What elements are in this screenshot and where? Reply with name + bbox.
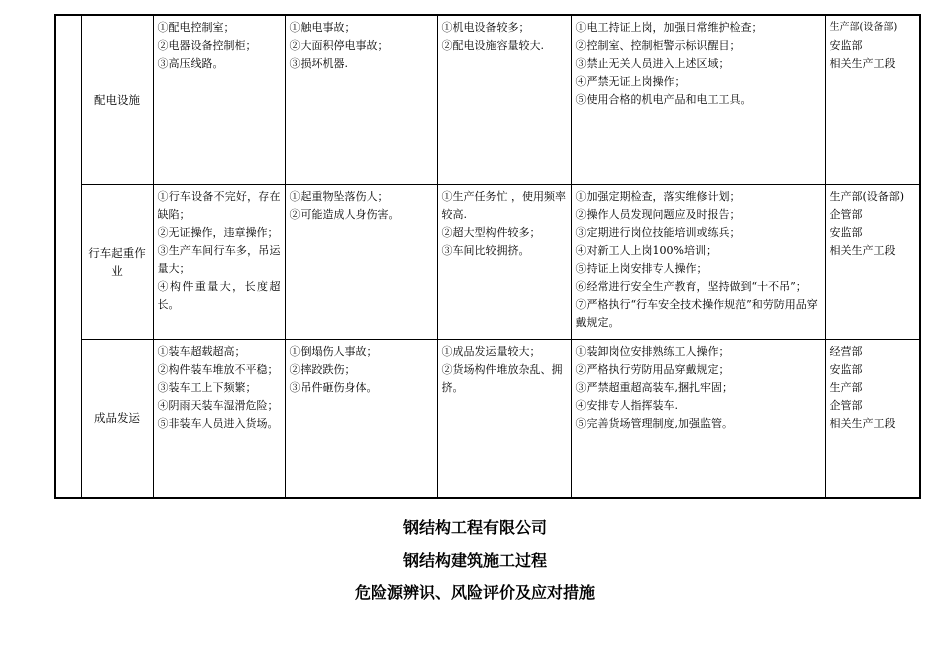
possible-accident-cell bbox=[285, 339, 437, 498]
list-item: ①起重物坠落伤人； bbox=[289, 189, 389, 203]
list-item: ①电工持证上岗，加强日常维护检查； bbox=[575, 21, 763, 34]
risk-assessment-table bbox=[54, 14, 921, 499]
list-item: 经营部 bbox=[829, 344, 863, 358]
list-item: ②摔跤跌伤； bbox=[289, 362, 356, 376]
control-measure-cell bbox=[571, 184, 825, 339]
list-item: ⑤持证上岗安排专人操作； bbox=[575, 261, 708, 275]
list-item: ④构件重量大，长度超长。 bbox=[157, 279, 281, 311]
list-item: 相关生产工段 bbox=[829, 416, 896, 430]
index-column bbox=[55, 15, 81, 498]
responsible-department-cell bbox=[825, 15, 920, 184]
table-row bbox=[55, 184, 920, 339]
list-item: ①生产任务忙 ，使用频率较高. bbox=[441, 189, 566, 221]
activity-label: 配电设施 bbox=[94, 92, 140, 107]
responsible-department-cell bbox=[825, 339, 920, 498]
list-item: ①装卸岗位安排熟练工人操作； bbox=[575, 344, 730, 358]
risk-factor-cell bbox=[437, 15, 571, 184]
hazard-source-cell bbox=[153, 184, 285, 339]
list-item: ⑤非装车人员进入货场。 bbox=[157, 416, 279, 430]
list-item: ④对新工人上岗100%培训； bbox=[575, 243, 717, 257]
list-item: 生产部(设备部) bbox=[829, 22, 898, 33]
list-item: ②无证操作，违章操作； bbox=[157, 225, 279, 239]
list-item: ①加强定期检查，落实维修计划； bbox=[575, 189, 741, 203]
activity-label: 成品发运 bbox=[94, 411, 140, 426]
list-item: ②构件装车堆放不平稳； bbox=[157, 362, 279, 376]
list-item: ①机电设备较多； bbox=[441, 21, 530, 34]
list-item: ⑦严格执行“行车安全技术操作规范”和劳防用品穿戴规定。 bbox=[575, 297, 818, 329]
list-item: ①配电控制室； bbox=[157, 21, 235, 34]
subject-title: 危险源辨识、风险评价及应对措施 bbox=[354, 583, 595, 602]
list-item: ①行车设备不完好，存在缺陷； bbox=[157, 189, 281, 221]
table-row bbox=[55, 15, 920, 184]
list-item: ③定期进行岗位技能培训或练兵； bbox=[575, 225, 741, 239]
list-item: ④安排专人指挥装车. bbox=[575, 398, 678, 412]
hazard-source-cell bbox=[153, 339, 285, 498]
list-item: 企管部 bbox=[829, 207, 863, 221]
list-item: ②大面积停电事故； bbox=[289, 39, 389, 52]
list-item: ③严禁超重超高装车,捆扎牢固； bbox=[575, 380, 733, 394]
list-item: ①倒塌伤人事故； bbox=[289, 344, 378, 358]
list-item: ③禁止无关人员进入上述区域； bbox=[575, 57, 730, 70]
list-item: ⑥经常进行安全生产教育，坚持做到“十不吊”； bbox=[575, 279, 807, 293]
possible-accident-cell bbox=[285, 184, 437, 339]
risk-factor-cell bbox=[437, 184, 571, 339]
list-item: ③高压线路。 bbox=[157, 57, 224, 70]
list-item: ③损坏机器. bbox=[289, 57, 348, 70]
list-item: ⑤完善货场管理制度,加强监管。 bbox=[575, 416, 733, 430]
responsible-department-cell bbox=[825, 184, 920, 339]
project-title: 钢结构建筑施工过程 bbox=[402, 551, 547, 570]
list-item: ①触电事故； bbox=[289, 21, 356, 34]
activity-cell bbox=[81, 184, 153, 339]
control-measure-cell bbox=[571, 15, 825, 184]
list-item: ②严格执行劳防用品穿戴规定； bbox=[575, 362, 730, 376]
list-item: ③生产车间行车多，吊运量大； bbox=[157, 243, 281, 275]
hazard-source-cell bbox=[153, 15, 285, 184]
list-item: 安监部 bbox=[829, 225, 863, 239]
list-item: ②电器设备控制柜； bbox=[157, 39, 257, 52]
list-item: ②货场构件堆放杂乱、拥挤。 bbox=[441, 362, 563, 394]
list-item: ①装车超载超高； bbox=[157, 344, 246, 358]
list-item: 生产部(设备部) bbox=[829, 189, 905, 203]
list-item: 相关生产工段 bbox=[829, 57, 896, 70]
activity-cell bbox=[81, 15, 153, 184]
list-item: ③车间比较拥挤。 bbox=[441, 243, 530, 257]
list-item: ②控制室、控制柜警示标识醒目； bbox=[575, 39, 741, 52]
list-item: 安监部 bbox=[829, 362, 863, 376]
list-item: 企管部 bbox=[829, 398, 863, 412]
control-measure-cell bbox=[571, 339, 825, 498]
list-item: ①成品发运量较大； bbox=[441, 344, 541, 358]
list-item: ②可能造成人身伤害。 bbox=[289, 207, 400, 221]
list-item: ⑤使用合格的机电产品和电工工具。 bbox=[575, 93, 752, 106]
list-item: 相关生产工段 bbox=[829, 243, 896, 257]
list-item: 生产部 bbox=[829, 380, 863, 394]
list-item: 安监部 bbox=[829, 39, 863, 52]
list-item: ②超大型构件较多； bbox=[441, 225, 541, 239]
risk-factor-cell bbox=[437, 339, 571, 498]
list-item: ④严禁无证上岗操作； bbox=[575, 75, 686, 88]
list-item: ③装车工上下频繁； bbox=[157, 380, 257, 394]
table-body bbox=[55, 15, 920, 498]
table-row bbox=[55, 339, 920, 498]
list-item: ④阴雨天装车湿滑危险； bbox=[157, 398, 279, 412]
activity-label: 行车起重作业 bbox=[88, 245, 146, 278]
list-item: ②配电设施容量较大. bbox=[441, 39, 544, 52]
company-title: 钢结构工程有限公司 bbox=[402, 518, 547, 537]
list-item: ②操作人员发现问题应及时报告； bbox=[575, 207, 741, 221]
possible-accident-cell bbox=[285, 15, 437, 184]
list-item: ③吊件砸伤身体。 bbox=[289, 380, 378, 394]
activity-cell bbox=[81, 339, 153, 498]
